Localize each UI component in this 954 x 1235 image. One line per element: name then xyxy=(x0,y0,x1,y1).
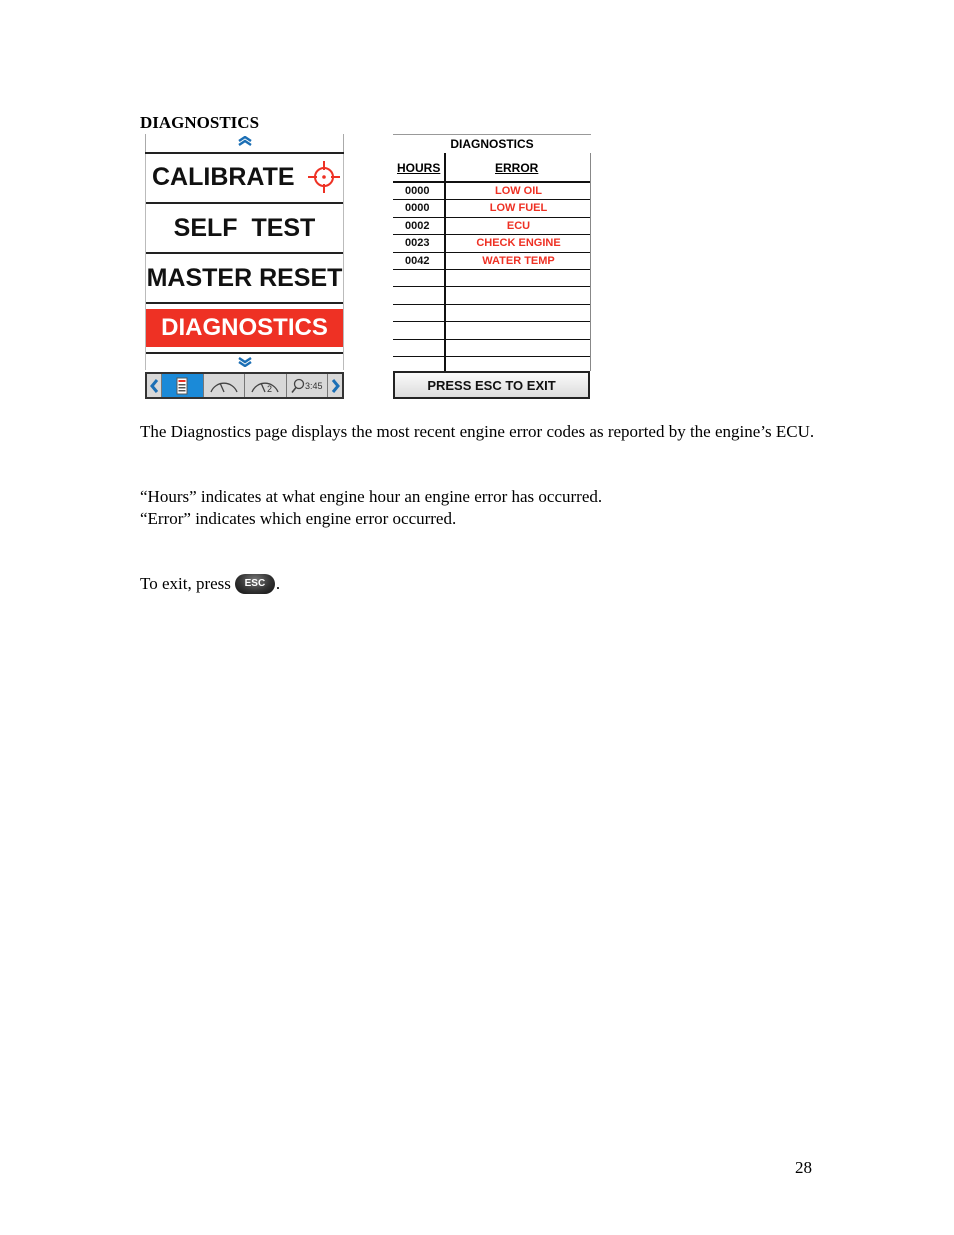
column-explanation xyxy=(140,486,820,530)
diagnostics-table-title: DIAGNOSTICS xyxy=(393,134,591,153)
table-row xyxy=(393,270,591,287)
menu-item-master-reset[interactable] xyxy=(146,255,343,301)
row-hours: 0023 xyxy=(405,237,430,250)
column-header-error: ERROR xyxy=(495,161,539,175)
row-hours: 0000 xyxy=(405,202,430,215)
hours-explanation: “Hours” indicates at what engine hour an engine error has occurred. xyxy=(140,487,603,506)
toolbar-clock: 3:45 xyxy=(304,380,323,391)
row-hours: 0000 xyxy=(405,185,430,197)
row-hours: 0042 xyxy=(405,254,430,267)
scroll-down-icon[interactable] xyxy=(145,357,344,367)
exit-instruction xyxy=(140,573,820,595)
page-toolbar xyxy=(145,372,344,399)
magnifier-clock-icon xyxy=(291,378,305,394)
table-row xyxy=(393,322,591,339)
menu-list-icon xyxy=(176,377,188,395)
section-title: DIAGNOSTICS xyxy=(140,113,260,132)
table-row xyxy=(393,235,591,252)
diagnostics-screen xyxy=(393,134,591,400)
row-error: WATER TEMP xyxy=(482,254,555,267)
menu-item-self-test[interactable] xyxy=(146,205,343,251)
page-number: 28 xyxy=(795,1158,812,1177)
toolbar-next-button[interactable] xyxy=(327,374,342,397)
table-row xyxy=(393,340,591,357)
menu-item-diagnostics[interactable] xyxy=(146,309,343,347)
table-row xyxy=(393,287,591,304)
chevron-left-icon xyxy=(150,379,159,393)
row-error: LOW FUEL xyxy=(489,202,548,215)
gauge-index-label: 2 xyxy=(267,384,273,394)
table-header xyxy=(393,153,591,183)
exit-instruction-period: . xyxy=(275,574,281,593)
table-row xyxy=(393,253,591,270)
menu-item-label: SELF TEST xyxy=(173,213,316,242)
exit-instruction-text: To exit, press xyxy=(140,574,231,593)
toolbar-prev-button[interactable] xyxy=(147,374,161,397)
row-error: ECU xyxy=(506,219,531,232)
menu-item-label: MASTER RESET xyxy=(146,263,343,292)
scroll-up-icon[interactable] xyxy=(145,136,344,146)
chevron-right-icon xyxy=(331,379,340,393)
error-explanation: “Error” indicates which engine error occurred. xyxy=(140,509,457,528)
toolbar-tab-gauge-2[interactable] xyxy=(244,374,286,397)
table-row xyxy=(393,305,591,322)
toolbar-tab-clock[interactable] xyxy=(286,374,328,397)
table-row xyxy=(393,200,591,217)
row-hours: 0002 xyxy=(405,219,430,232)
press-esc-to-exit-button[interactable]: PRESS ESC TO EXIT xyxy=(393,371,590,399)
gauge-icon xyxy=(207,377,241,395)
menu-item-label: DIAGNOSTICS xyxy=(161,314,328,341)
toolbar-tab-gauge[interactable] xyxy=(203,374,245,397)
column-header-hours: HOURS xyxy=(397,161,441,175)
table-row xyxy=(393,218,591,235)
crosshair-icon xyxy=(307,160,341,194)
table-row xyxy=(393,183,591,200)
gauge-icon xyxy=(248,377,282,395)
menu-item-calibrate[interactable] xyxy=(146,154,343,200)
menu-item-label: CALIBRATE xyxy=(152,162,295,191)
esc-key-icon: ESC xyxy=(235,574,275,594)
row-error: CHECK ENGINE xyxy=(476,237,561,250)
row-error: LOW OIL xyxy=(494,185,543,197)
description-paragraph: The Diagnostics page displays the most recent engine error codes as reported by the engine’s ECU. xyxy=(140,422,815,441)
toolbar-tab-menu[interactable] xyxy=(161,374,203,397)
